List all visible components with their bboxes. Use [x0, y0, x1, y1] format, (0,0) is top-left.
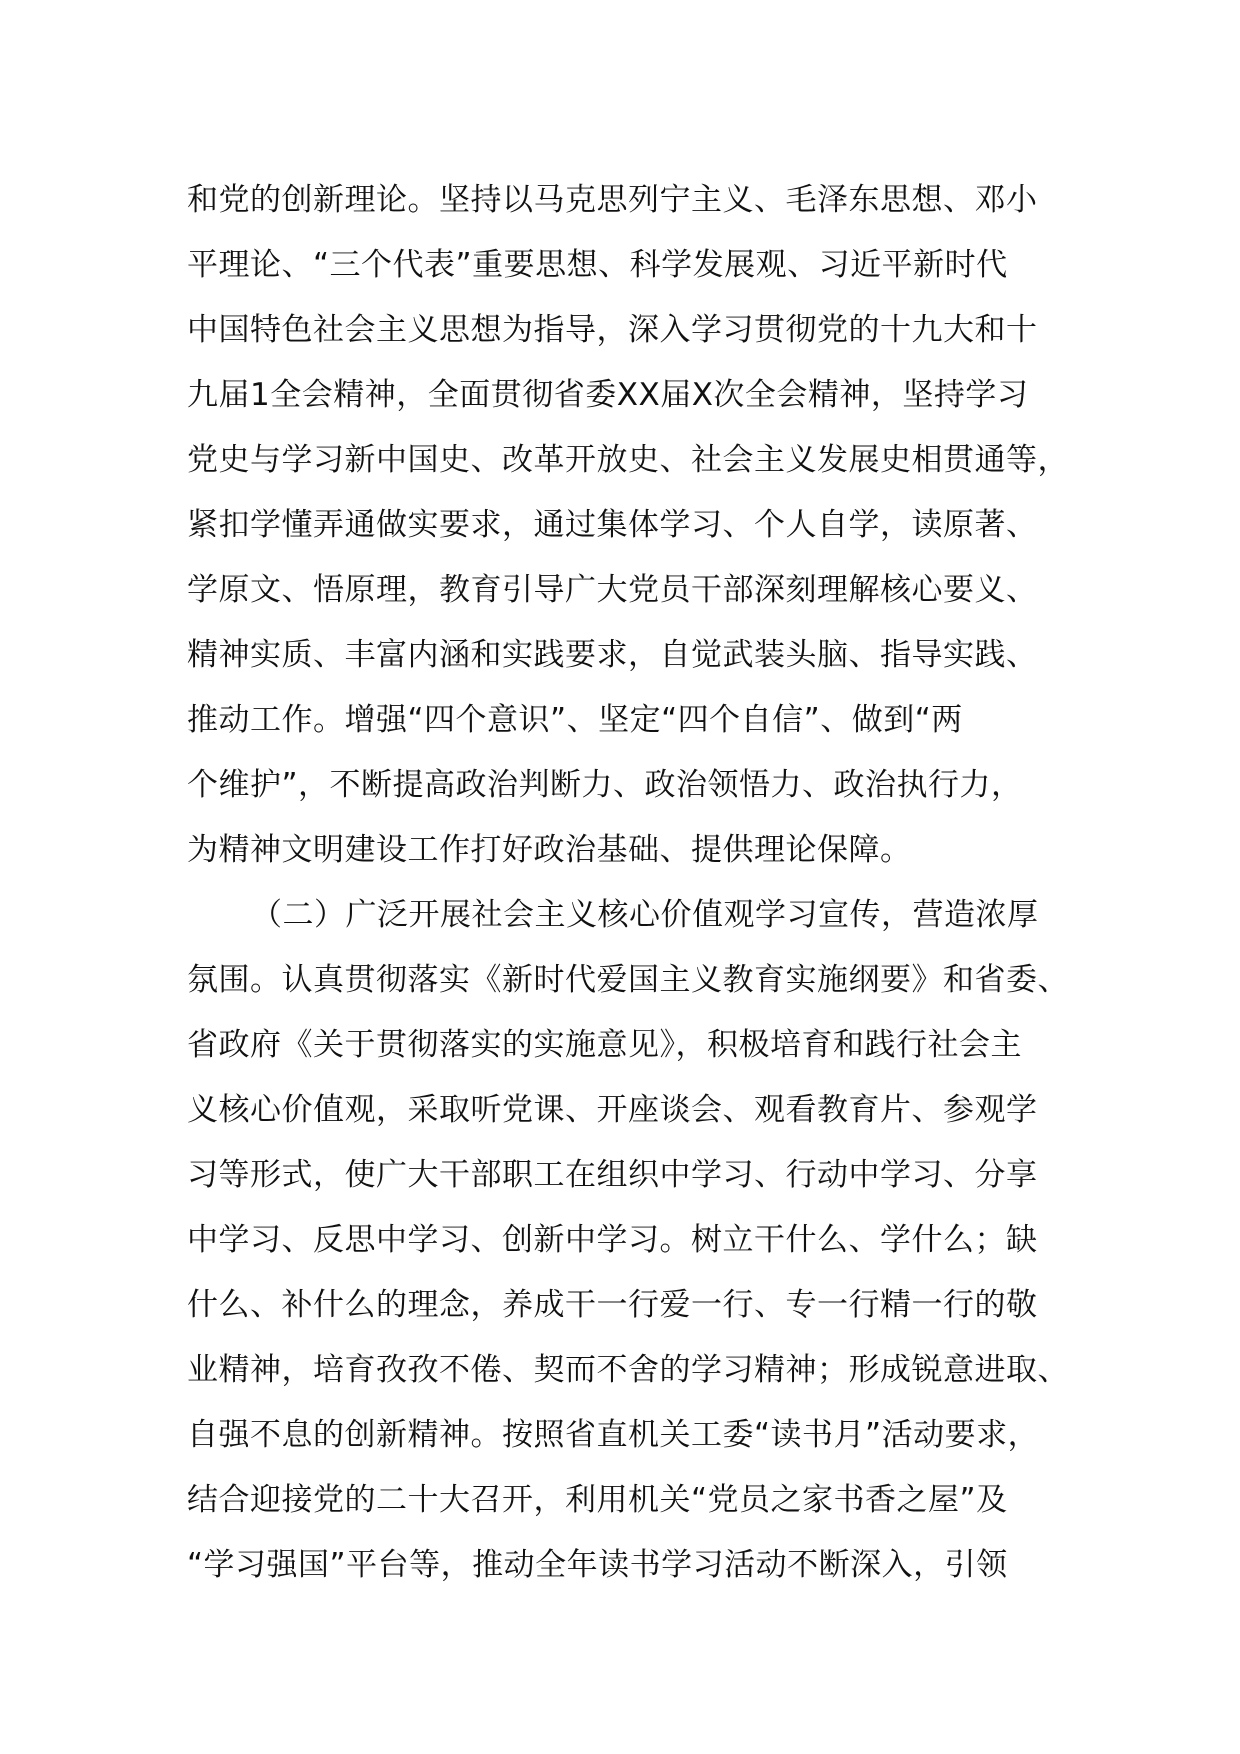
text-line: 中学习、反思中学习、创新中学习。树立干什么、学什么；缺	[187, 1222, 1038, 1258]
paragraph-1	[187, 168, 1087, 883]
text-line: 个维护”，不断提高政治判断力、政治领悟力、政治执行力，	[187, 767, 1023, 803]
text-line: 平理论、“三个代表”重要思想、科学发展观、习近平新时代	[187, 247, 1008, 283]
text-line: 学原文、悟原理，教育引导广大党员干部深刻理解核心要义、	[187, 572, 1038, 608]
text-line: 结合迎接党的二十大召开，利用机关“党员之家书香之屋”及	[187, 1482, 1008, 1518]
text-line: 党史与学习新中国史、改革开放史、社会主义发展史相贯通等，	[187, 442, 1069, 478]
text-line: 为精神文明建设工作打好政治基础、提供理论保障。	[187, 832, 912, 868]
text-line: 什么、补什么的理念，养成干一行爱一行、专一行精一行的敬	[187, 1287, 1038, 1323]
text-line: 中国特色社会主义思想为指导，深入学习贯彻党的十九大和十	[187, 312, 1038, 348]
body-text	[187, 168, 1087, 1598]
text-line: 氛围。认真贯彻落实《新时代爱国主义教育实施纲要》和省委、	[187, 962, 1069, 998]
section-heading-line: （二）广泛开展社会主义核心价值观学习宣传，营造浓厚	[251, 897, 1039, 933]
paragraph-2	[187, 883, 1087, 1598]
text-line: 省政府《关于贯彻落实的实施意见》，积极培育和践行社会主	[187, 1027, 1022, 1063]
text-line: 和党的创新理论。坚持以马克思列宁主义、毛泽东思想、邓小	[187, 182, 1038, 218]
text-line: 自强不息的创新精神。按照省直机关工委“读书月”活动要求，	[187, 1417, 1040, 1453]
text-line: 紧扣学懂弄通做实要求，通过集体学习、个人自学，读原著、	[187, 507, 1038, 543]
text-line: “学习强国”平台等，推动全年读书学习活动不断深入，引领	[187, 1547, 1008, 1583]
text-line: 精神实质、丰富内涵和实践要求，自觉武装头脑、指导实践、	[187, 637, 1038, 673]
text-line: 义核心价值观，采取听党课、开座谈会、观看教育片、参观学	[187, 1092, 1038, 1128]
text-line: 习等形式，使广大干部职工在组织中学习、行动中学习、分享	[187, 1157, 1038, 1193]
text-line: 推动工作。增强“四个意识”、坚定“四个自信”、做到“两	[187, 702, 963, 738]
text-line: 业精神，培育孜孜不倦、契而不舍的学习精神；形成锐意进取、	[187, 1352, 1069, 1388]
text-line: 九届1全会精神，全面贯彻省委XX届X次全会精神，坚持学习	[187, 377, 1029, 413]
